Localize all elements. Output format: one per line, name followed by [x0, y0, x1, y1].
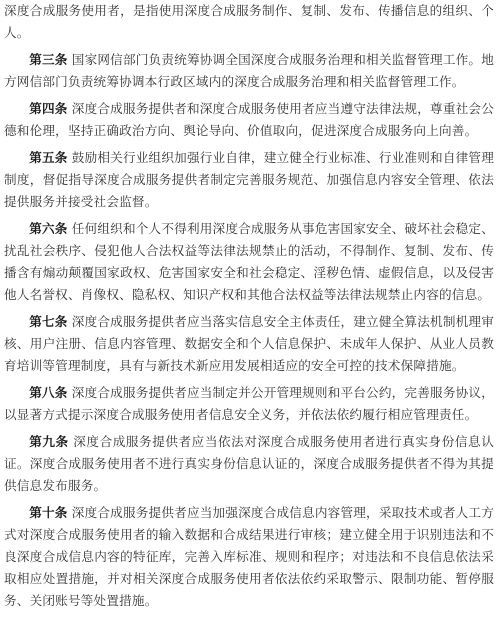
article-3-paragraph	[4, 49, 494, 93]
paragraph-text: 鼓励相关行业组织加强行业自律，建立健全行业标准、行业准则和自律管理制度，督促指导深度合成服务提供者制定完善服务规范、加强信息内容安全管理、依法提供服务并接受社会监督。	[4, 150, 494, 209]
article-4-paragraph	[4, 98, 494, 142]
article-9-paragraph	[4, 431, 494, 497]
paragraph-text: 深度合成服务使用者，是指使用深度合成服务制作、复制、发布、传播信息的组织、个人。	[4, 3, 494, 40]
paragraph-text: 任何组织和个人不得利用深度合成服务从事危害国家安全、破坏社会稳定、扰乱社会秩序、侵犯他人合法权益等法律法规禁止的活动，不得制作、复制、发布、传播含有煽动颠覆国家政权、危害国家安全和社会稳定、淫秽色情、虚假信息，以及侵害他人名誉权、肖像权、隐私权、知识产权和其他合法权益等法律法规禁止内容的信息。	[4, 221, 494, 302]
paragraph-continuation	[4, 0, 494, 44]
article-number: 第八条	[29, 385, 68, 400]
paragraph-text: 国家网信部门负责统筹协调全国深度合成服务治理和相关监督管理工作。地方网信部门负责统筹协调本行政区域内的深度合成服务治理和相关监督管理工作。	[4, 52, 494, 89]
article-number: 第十条	[29, 505, 68, 520]
paragraph-text: 深度合成服务提供者和深度合成服务使用者应当遵守法律法规，尊重社会公德和伦理，坚持正确政治方向、舆论导向、价值取向，促进深度合成服务向上向善。	[4, 101, 494, 138]
article-number: 第九条	[29, 434, 69, 449]
article-7-paragraph	[4, 311, 494, 377]
article-8-paragraph	[4, 382, 494, 426]
paragraph-text: 深度合成服务提供者应当加强深度合成信息内容管理，采取技术或者人工方式对深度合成服务使用者的输入数据和合成结果进行审核；建立健全用于识别违法和不良深度合成信息内容的特征库，完善入库标准、规则和程序；对违法和不良信息依法采取相应处置措施，并对相关深度合成服务使用者依法依约采取警示、限制功能、暂停服务、关闭账号等处置措施。	[4, 505, 494, 608]
article-number: 第四条	[29, 101, 68, 116]
article-10-paragraph	[4, 502, 494, 612]
article-number: 第六条	[29, 221, 68, 236]
article-number: 第三条	[29, 52, 68, 67]
paragraph-text: 深度合成服务提供者应当落实信息安全主体责任，建立健全算法机制机理审核、用户注册、信息内容管理、数据安全和个人信息保护、未成年人保护、从业人员教育培训等管理制度，具有与新技术新应用发展相适应的安全可控的技术保障措施。	[4, 314, 494, 373]
article-6-paragraph	[4, 218, 494, 306]
article-number: 第七条	[29, 314, 68, 329]
paragraph-text: 深度合成服务提供者应当制定并公开管理规则和平台公约，完善服务协议，以显著方式提示深度合成服务使用者信息安全义务，并依法依约履行相应管理责任。	[4, 385, 494, 422]
article-number: 第五条	[29, 150, 68, 165]
article-5-paragraph	[4, 147, 494, 213]
paragraph-text: 深度合成服务提供者应当依法对深度合成服务使用者进行真实身份信息认证。深度合成服务使用者不进行真实身份信息认证的，深度合成服务提供者不得为其提供信息发布服务。	[4, 434, 494, 493]
